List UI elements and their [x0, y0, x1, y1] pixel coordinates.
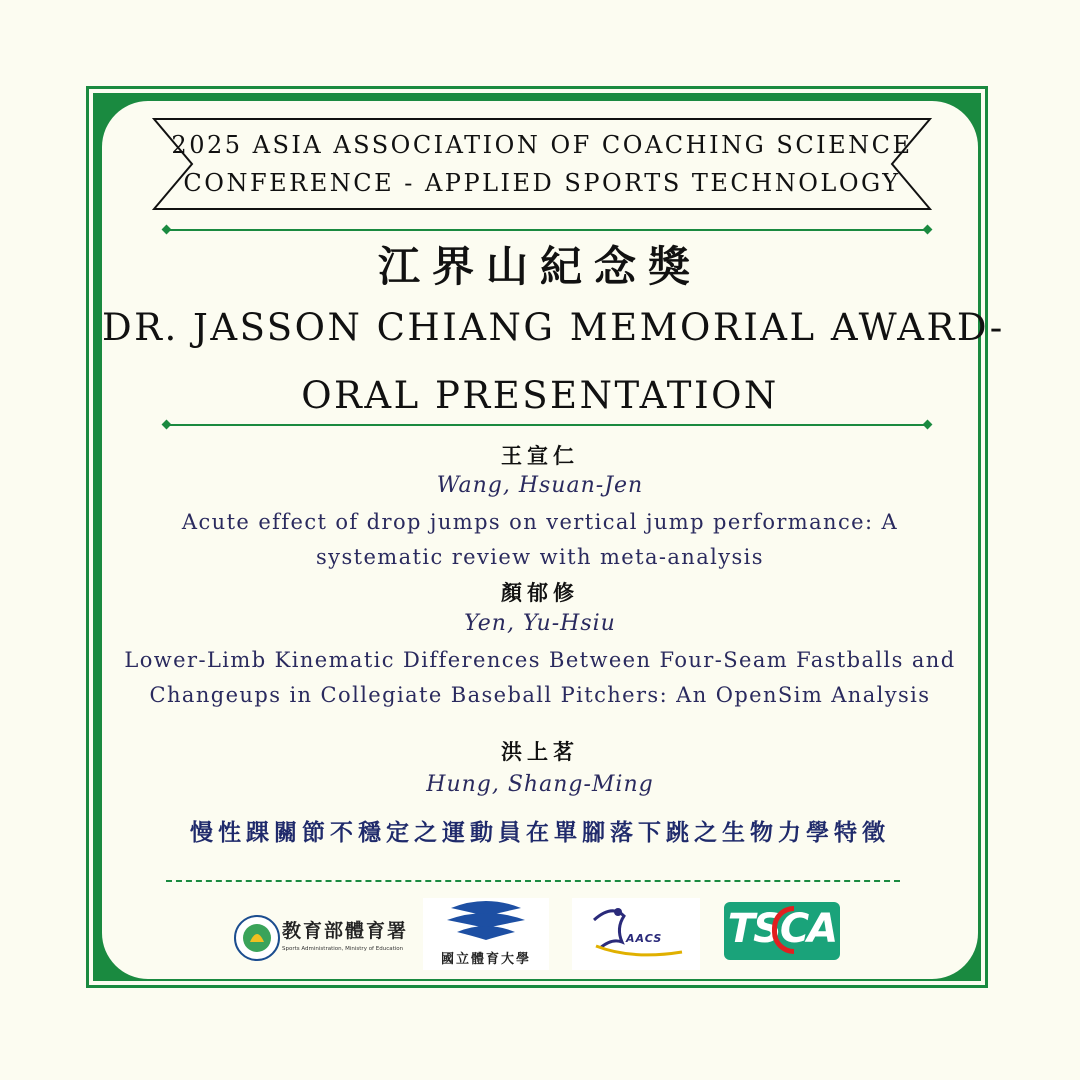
award-title-en-line2: ORAL PRESENTATION [301, 374, 779, 417]
winner-3-paper: 慢性踝關節不穩定之運動員在單腳落下跳之生物力學特徵 [190, 820, 890, 846]
winner-2-name-zh: 顏郁修 [501, 581, 579, 605]
winner-2-paper-line1: Lower-Limb Kinematic Differences Between Four-Seam Fastballs and [124, 648, 956, 672]
divider-middle [166, 424, 928, 426]
winner-2-name-en: Yen, Yu-Hsiu [464, 611, 616, 636]
divider-top [166, 229, 928, 231]
ntsu-logo-text: 國立體育大學 [440, 952, 531, 967]
tsca-logo-text: TSCA [727, 906, 837, 952]
aacs-logo-text: AACS [626, 932, 663, 945]
ntsu-logo [423, 898, 549, 970]
moe-logo-zh: 教育部體育署 [282, 920, 409, 942]
moe-logo-en: Sports Administration, Ministry of Education [282, 946, 404, 952]
winner-2-paper-line2: Changeups in Collegiate Baseball Pitchers: An OpenSim Analysis [149, 683, 931, 707]
tsca-logo [724, 902, 840, 960]
dashed-divider [166, 880, 900, 882]
ntsu-emblem-icon [423, 898, 549, 946]
award-title-zh: 江界山紀念獎 [377, 242, 702, 291]
conference-banner [152, 117, 932, 211]
aacs-logo [572, 898, 700, 970]
winner-3-name-zh: 洪上茗 [501, 740, 579, 764]
winner-1-paper-line1: Acute effect of drop jumps on vertical jump performance: A [181, 510, 899, 534]
winner-1-name-en: Wang, Hsuan-Jen [436, 473, 644, 498]
moe-sports-admin-logo [228, 908, 418, 966]
winner-3-name-en: Hung, Shang-Ming [426, 772, 654, 797]
award-title-en-line1: DR. JASSON CHIANG MEMORIAL AWARD- [102, 306, 1005, 349]
banner-line-1: 2025 ASIA ASSOCIATION OF COACHING SCIENCE [171, 131, 913, 159]
winner-1-name-zh: 王宣仁 [501, 444, 579, 468]
moe-seal-icon [232, 912, 282, 964]
winner-1-paper-line2: systematic review with meta-analysis [316, 545, 764, 569]
banner-line-2: CONFERENCE - APPLIED SPORTS TECHNOLOGY [183, 169, 901, 197]
